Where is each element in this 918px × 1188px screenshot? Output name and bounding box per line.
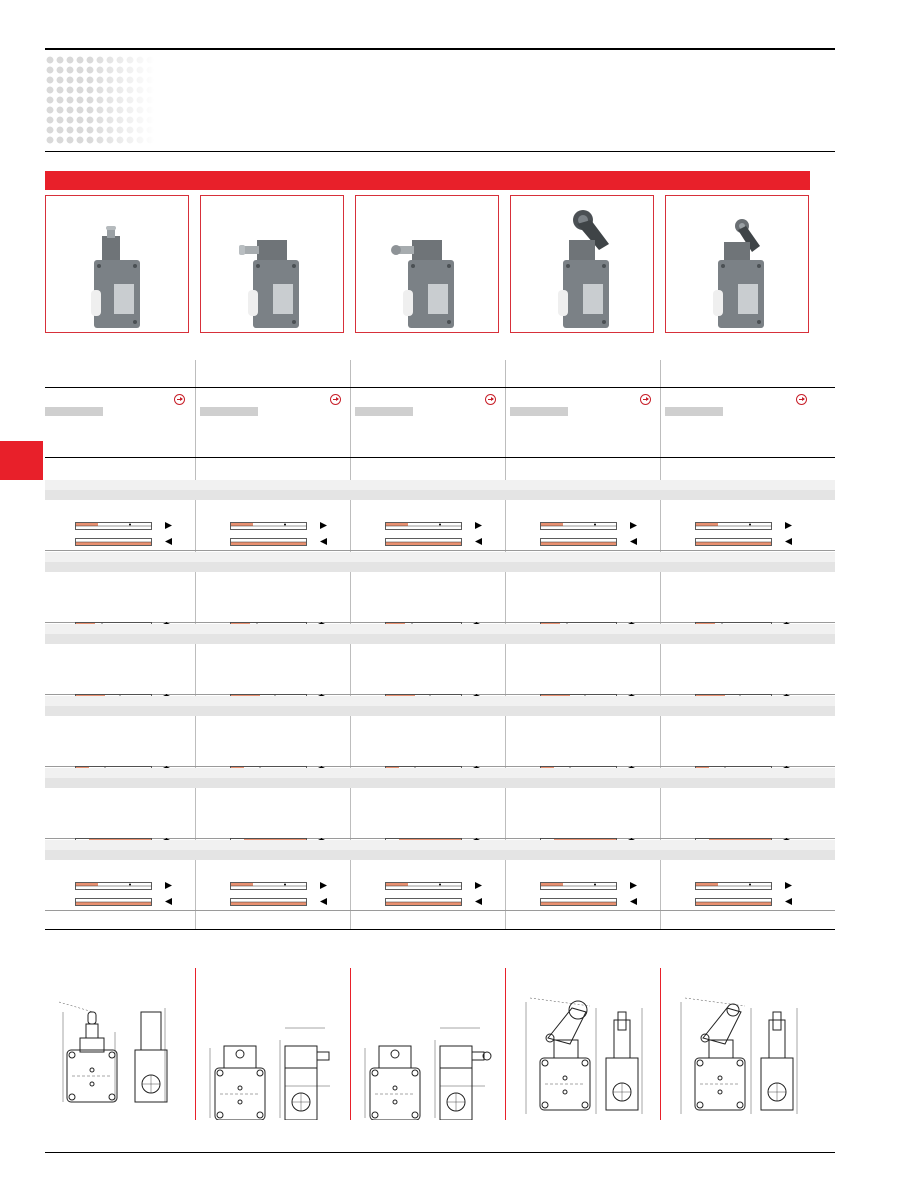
- switching-bar: [695, 882, 791, 892]
- diagram-band-light: [45, 768, 835, 778]
- switching-bar: [540, 522, 636, 532]
- direction-arrow-right: [475, 882, 483, 890]
- direction-arrow-left: [165, 538, 173, 546]
- direction-arrow-left: [630, 898, 638, 906]
- diagram-row-separator: [45, 550, 835, 551]
- drawing-column-separator: [660, 968, 661, 1120]
- section-header-bar: [45, 171, 810, 190]
- product-photo-2: [200, 195, 344, 333]
- switching-bar: [695, 538, 791, 548]
- arrow-circle-icon: [796, 394, 807, 405]
- arrow-circle-icon: [485, 394, 496, 405]
- diagram-band-dark: [45, 706, 835, 716]
- arrow-circle-icon: [640, 394, 651, 405]
- plunger-dimension-drawing: [45, 968, 195, 1120]
- diagram-band-dark: [45, 634, 835, 644]
- side-roller-plunger-switch-photo: [356, 196, 500, 334]
- direction-arrow-left: [785, 898, 793, 906]
- direction-arrow-right: [475, 522, 483, 530]
- model-row-bottom-rule: [45, 457, 835, 458]
- switching-bar: [75, 898, 171, 908]
- diagram-band-dark: [45, 490, 835, 500]
- direction-arrow-right: [165, 882, 173, 890]
- side-plunger-dimension-drawing: [200, 968, 350, 1120]
- diagram-band-light: [45, 480, 835, 490]
- switching-bar: [230, 882, 326, 892]
- diagram-row-separator: [45, 910, 835, 911]
- product-photo-5: [665, 195, 809, 333]
- diagram-band-light: [45, 840, 835, 850]
- switching-bar: [540, 882, 636, 892]
- switching-bar: [230, 538, 326, 548]
- side-roller-plunger-dimension-drawing: [355, 968, 505, 1120]
- diagram-band-dark: [45, 850, 835, 860]
- switching-bar: [75, 882, 171, 892]
- switching-bar: [230, 898, 326, 908]
- roller-lever-dimension-drawing: [510, 968, 660, 1120]
- diagram-band-light: [45, 696, 835, 706]
- model-code-box: [510, 407, 568, 416]
- roller-lever-switch-photo: [511, 196, 655, 334]
- product-photo-3: [355, 195, 499, 333]
- switching-bar: [695, 522, 791, 532]
- drawing-column-separator: [195, 968, 196, 1120]
- chapter-tab: [0, 441, 43, 480]
- direction-arrow-right: [165, 522, 173, 530]
- direction-arrow-left: [630, 538, 638, 546]
- model-row-top-rule: [45, 387, 835, 388]
- model-code-box: [665, 407, 723, 416]
- model-code-box: [355, 407, 413, 416]
- arrow-circle-icon: [174, 394, 185, 405]
- product-photo-1: [45, 195, 189, 333]
- angled-roller-lever-switch-photo: [666, 196, 810, 334]
- switching-bar: [540, 898, 636, 908]
- header-dot-fade: [45, 55, 155, 145]
- diagram-band-light: [45, 552, 835, 562]
- direction-arrow-left: [320, 538, 328, 546]
- direction-arrow-left: [320, 898, 328, 906]
- direction-arrow-left: [475, 898, 483, 906]
- direction-arrow-right: [785, 882, 793, 890]
- product-photo-4: [510, 195, 654, 333]
- switching-bar: [385, 898, 481, 908]
- switching-bar: [230, 522, 326, 532]
- footer-rule: [45, 1152, 835, 1153]
- angled-roller-lever-dimension-drawing: [665, 968, 815, 1120]
- switching-bar: [385, 882, 481, 892]
- direction-arrow-right: [320, 882, 328, 890]
- switching-bar: [695, 898, 791, 908]
- switching-bar: [385, 538, 481, 548]
- diagram-band-dark: [45, 778, 835, 788]
- direction-arrow-left: [165, 898, 173, 906]
- plunger-switch-photo: [46, 196, 190, 334]
- direction-arrow-right: [320, 522, 328, 530]
- switching-bar: [75, 538, 171, 548]
- table-bottom-rule: [45, 929, 835, 930]
- side-plunger-switch-photo: [201, 196, 345, 334]
- model-code-box: [45, 407, 103, 416]
- switching-bar: [540, 538, 636, 548]
- diagram-band-light: [45, 624, 835, 634]
- arrow-circle-icon: [330, 394, 341, 405]
- drawing-column-separator: [505, 968, 506, 1120]
- top-rule: [45, 48, 835, 50]
- switching-bar: [75, 522, 171, 532]
- diagram-band-dark: [45, 562, 835, 572]
- switching-bar: [385, 522, 481, 532]
- direction-arrow-right: [785, 522, 793, 530]
- direction-arrow-left: [475, 538, 483, 546]
- drawing-column-separator: [350, 968, 351, 1120]
- direction-arrow-right: [630, 522, 638, 530]
- header-bottom-rule: [45, 151, 835, 152]
- direction-arrow-left: [785, 538, 793, 546]
- model-code-box: [200, 407, 258, 416]
- direction-arrow-right: [630, 882, 638, 890]
